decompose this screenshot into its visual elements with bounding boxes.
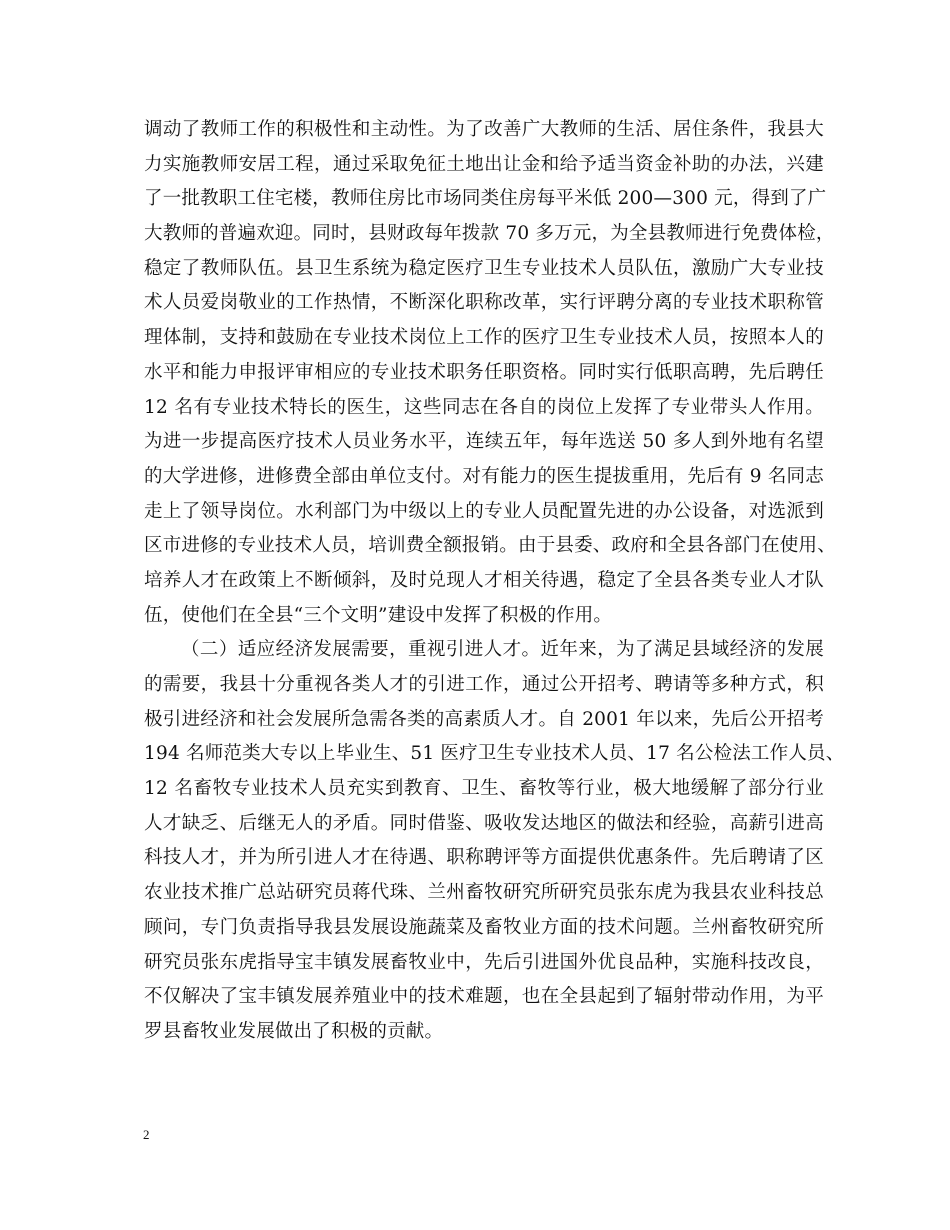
paragraph-end-line: 伍，使他们在全县“三个文明”建设中发挥了积极的作用。 [144,604,613,626]
text-line: 不仅解决了宝丰镇发展养殖业中的技术难题，也在全县起到了辐射带动作用，为平 [144,986,824,1008]
text-line: 人才缺乏、后继无人的矛盾。同时借鉴、吸收发达地区的做法和经验，高薪引进高 [144,812,824,834]
body-text [144,113,845,1050]
text-line: 12 名畜牧专业技术人员充实到教育、卫生、畜牧等行业，极大地缓解了部分行业 [144,778,824,800]
text-line: 的需要，我县十分重视各类人才的引进工作，通过公开招考、聘请等多种方式，积 [144,674,824,695]
text-line: 调动了教师工作的积极性和主动性。为了改善广大教师的生活、居住条件，我县大 [144,119,824,140]
paragraph-start-line: （二）适应经济发展需要，重视引进人才。近年来，为了满足县域经济的发展 [181,639,824,661]
text-line: 顾问，专门负责指导我县发展设施蔬菜及畜牧业方面的技术问题。兰州畜牧研究所 [144,916,824,938]
text-line: 了一批教职工住宅楼，教师住房比市场同类住房每平米低 200—300 元，得到了广 [144,188,827,210]
text-line: 研究员张东虎指导宝丰镇发展畜牧业中，先后引进国外优良品种，实施科技改良， [144,951,824,973]
text-line: 力实施教师安居工程，通过采取免征土地出让金和给予适当资金补助的办法，兴建 [144,153,824,175]
page-number: 2 [143,1127,150,1142]
text-line: 极引进经济和社会发展所急需各类的高素质人才。自 2001 年以来，先后公开招考 [144,708,824,730]
text-line: 培养人才在政策上不断倾斜，及时兑现人才相关待遇，稳定了全县各类专业人才队 [144,569,824,591]
text-line: 的大学进修，进修费全部由单位支付。对有能力的医生提拔重用，先后有 9 名同志 [144,465,824,487]
text-line: 稳定了教师队伍。县卫生系统为稳定医疗卫生专业技术人员队伍，激励广大专业技 [144,257,824,279]
text-line: 194 名师范类大专以上毕业生、51 医疗卫生专业技术人员、17 名公检法工作人员、 [144,743,845,765]
text-line: 术人员爱岗敬业的工作热情，不断深化职称改革，实行评聘分离的专业技术职称管 [144,292,824,314]
text-line: 为进一步提高医疗技术人员业务水平，连续五年，每年选送 50 多人到外地有名望 [144,431,824,453]
text-line: 区市进修的专业技术人员，培训费全额报销。由于县委、政府和全县各部门在使用、 [144,535,836,557]
text-line: 水平和能力申报评审相应的专业技术职务任职资格。同时实行低职高聘，先后聘任 [144,361,824,383]
paragraph-end-line: 罗县畜牧业发展做出了积极的贡献。 [144,1020,444,1042]
text-line: 理体制，支持和鼓励在专业技术岗位上工作的医疗卫生专业技术人员，按照本人的 [144,327,824,349]
text-line: 科技人才，并为所引进人才在待遇、职称聘评等方面提供优惠条件。先后聘请了区 [144,847,824,869]
text-line: 12 名有专业技术特长的医生，这些同志在各自的岗位上发挥了专业带头人作用。 [144,396,824,418]
text-line: 走上了领导岗位。水利部门为中级以上的专业人员配置先进的办公设备，对选派到 [144,500,824,522]
text-line: 大教师的普遍欢迎。同时，县财政每年拨款 70 多万元，为全县教师进行免费体检， [144,223,835,245]
text-line: 农业技术推广总站研究员蒋代珠、兰州畜牧研究所研究员张东虎为我县农业科技总 [144,882,824,904]
